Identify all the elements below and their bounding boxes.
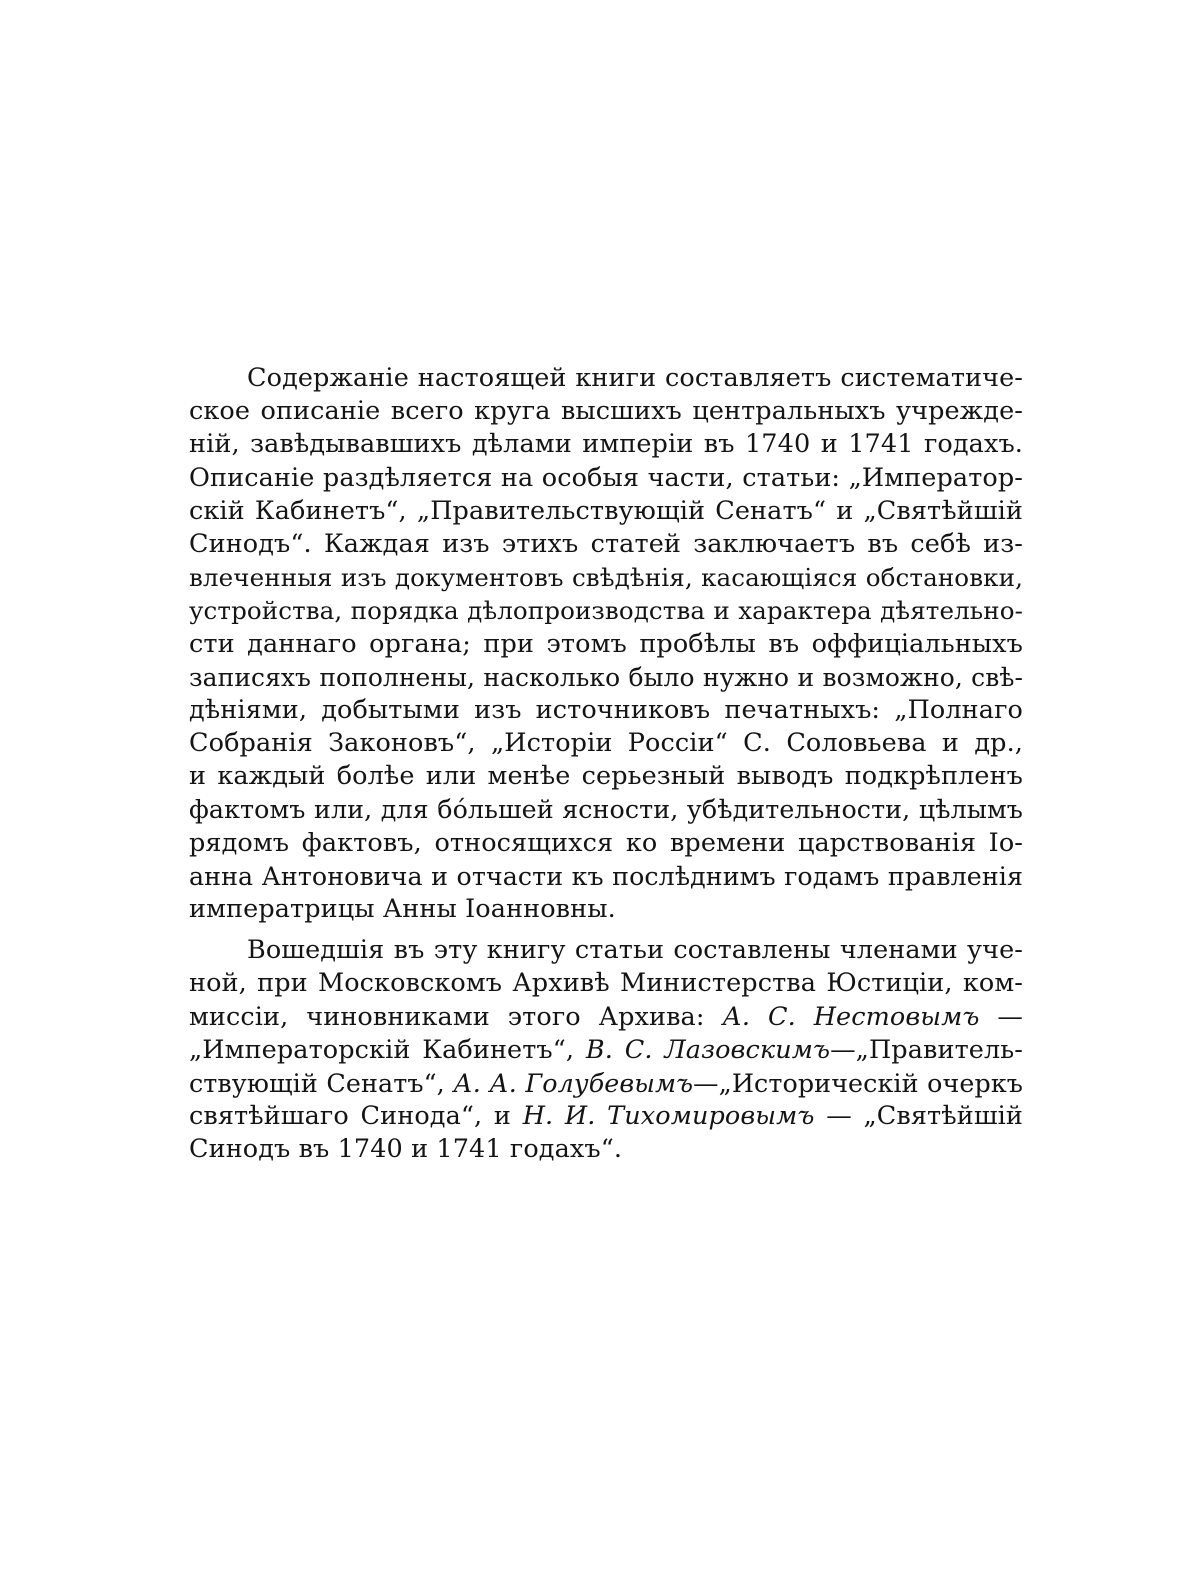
text-line: Вошедшія въ эту книгу статьи составлены членами уче- — [247, 935, 1023, 966]
text-line: рядомъ фактовъ, относящихся ко времени царствованія Іо- — [189, 827, 1023, 858]
text-line: и каждый болѣе или менѣе серьезный выводъ подкрѣпленъ — [189, 761, 1023, 792]
text-line: фактомъ или, для бóльшей ясности, убѣдительности, цѣлымъ — [189, 794, 1023, 825]
text-segment: миссіи, чиновниками этого Архива: — [189, 1001, 723, 1032]
text-line: Содержаніе настоящей книги составляетъ систематиче- — [247, 363, 1023, 393]
text-line: Синодъ въ 1740 и 1741 годахъ“. — [189, 1134, 623, 1165]
text-segment: ствующій Сенатъ“, — [189, 1067, 454, 1098]
paragraph-2 — [189, 934, 1023, 1166]
text-line: Описаніе раздѣляется на особыя части, статьи: „Император- — [189, 462, 1023, 493]
text-line: ній, завѣдывавшихъ дѣлами имперіи въ 1740 и 1741 годахъ. — [189, 429, 1023, 460]
text-line — [189, 1067, 1023, 1100]
text-line — [189, 1100, 1023, 1133]
text-line: скій Кабинетъ“, „Правительствующій Сенатъ“ и „Святѣйшій — [189, 495, 1023, 526]
text-line: записяхъ пополнены, насколько было нужно и возможно, свѣ- — [189, 662, 1023, 692]
text-segment: —„Правитель- — [830, 1034, 1023, 1065]
text-line: ское описаніе всего круга высшихъ центральныхъ учрежде- — [189, 396, 1023, 427]
text-line — [189, 1034, 1023, 1067]
text-segment: „Императорскій Кабинетъ“, — [189, 1034, 586, 1065]
text-segment: —„Историческій очеркъ — [693, 1067, 1024, 1098]
text-line: сти даннаго органа; при этомъ пробѣлы въ оффиціальныхъ — [189, 628, 1023, 659]
text-line: дѣніями, добытыми изъ источниковъ печатныхъ: „Полнаго — [189, 694, 1023, 725]
text-line: Собранія Законовъ“, „Исторіи Россіи“ С. Соловьева и др., — [189, 728, 1023, 759]
text-line: влеченныя изъ документовъ свѣдѣнія, касающіяся обстановки, — [189, 563, 1023, 593]
author-name: А. А. Голубевымъ — [453, 1067, 694, 1098]
author-name: А. С. Нестовымъ — [722, 1001, 980, 1032]
text-line: Синодъ“. Каждая изъ этихъ статей заключаетъ въ себѣ из- — [189, 528, 1023, 559]
text-line: императрицы Анны Іоанновны. — [189, 894, 616, 924]
text-segment: — — [979, 1001, 1023, 1032]
author-name: В. С. Лазовскимъ — [585, 1034, 831, 1065]
text-line — [189, 1001, 1023, 1034]
preface-text — [189, 362, 1023, 1167]
text-segment: святѣйшаго Синода“, и — [189, 1101, 523, 1132]
text-line: ной, при Московскомъ Архивѣ Министерства Юстиціи, ком- — [189, 968, 1023, 999]
paragraph-1 — [189, 362, 1023, 926]
text-segment: — „Святѣйшій — [814, 1101, 1023, 1132]
author-name: Н. И. Тихомировымъ — [522, 1101, 815, 1132]
text-line: анна Антоновича и отчасти къ послѣднимъ годамъ правленія — [189, 861, 1023, 891]
paragraph-gap — [189, 926, 1023, 934]
text-line: устройства, порядка дѣлопроизводства и характера дѣятельно- — [189, 596, 1023, 626]
